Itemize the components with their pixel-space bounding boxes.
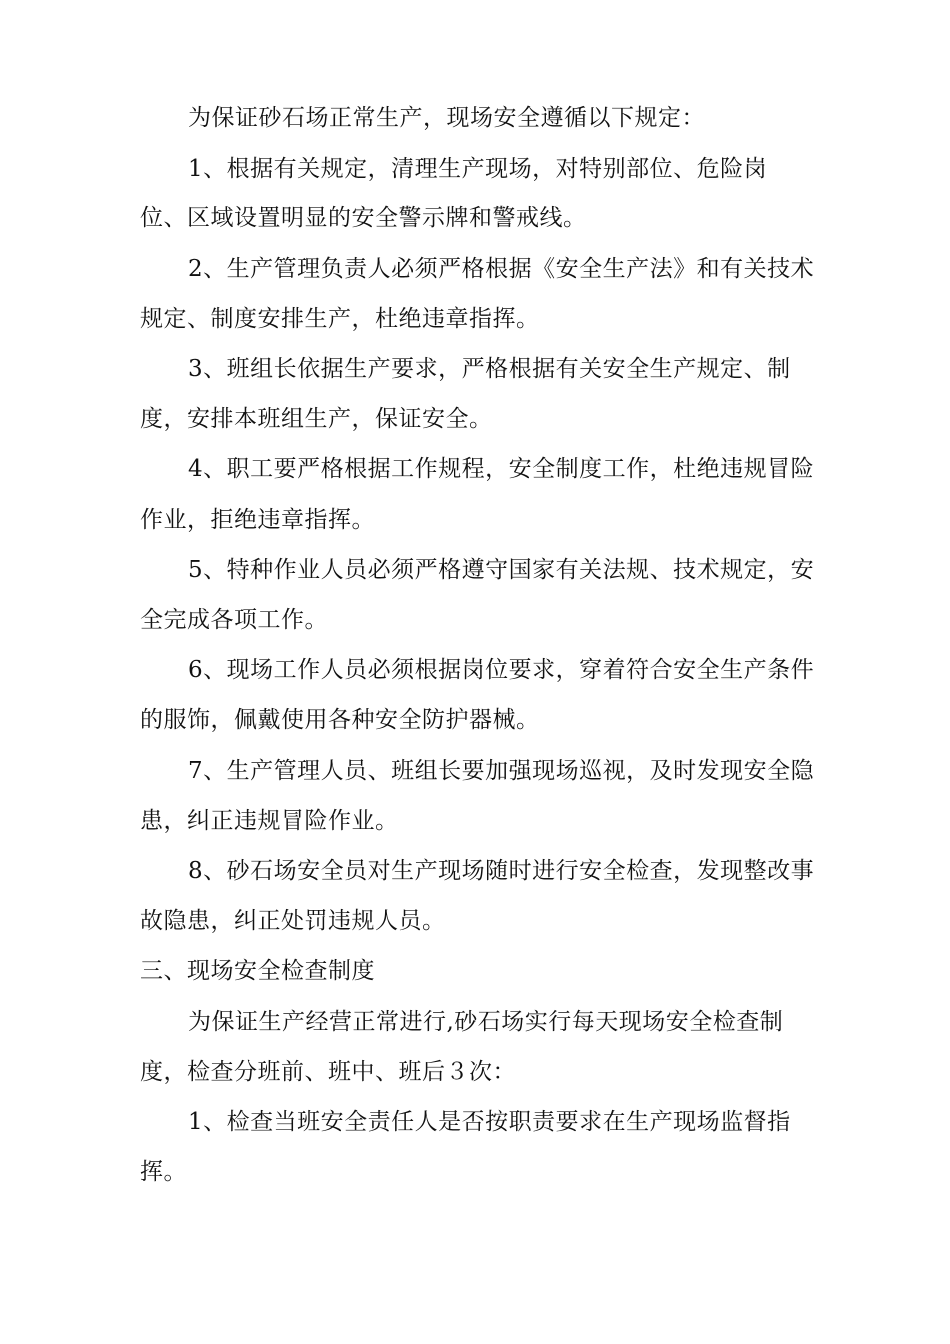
- rule-1-line-2: 位、区域设置明显的安全警示牌和警戒线。: [140, 205, 587, 231]
- rule-6-line-1: 6、现场工作人员必须根据岗位要求，穿着符合安全生产条件: [188, 657, 815, 683]
- rule-2-line-1: 2、生产管理负责人必须严格根据《安全生产法》和有关技术: [188, 256, 815, 282]
- rule-2-line-2: 规定、制度安排生产，杜绝违章指挥。: [140, 306, 540, 332]
- rule-6-line-2: 的服饰，佩戴使用各种安全防护器械。: [140, 707, 540, 733]
- rule-1-line-1: 1、根据有关规定，清理生产现场，对特别部位、危险岗: [188, 156, 768, 182]
- rule-3-line-2: 度，安排本班组生产，保证安全。: [140, 406, 493, 432]
- rule-7-line-2: 患，纠正违规冒险作业。: [140, 808, 399, 834]
- rule-8-line-1: 8、砂石场安全员对生产现场随时进行安全检查，发现整改事: [188, 858, 815, 884]
- section-intro-line-1: 为保证生产经营正常进行,砂石场实行每天现场安全检查制: [188, 1009, 784, 1035]
- rule-5-line-2: 全完成各项工作。: [140, 607, 328, 633]
- section-heading: 三、现场安全检查制度: [140, 958, 375, 984]
- rule-4-line-1: 4、职工要严格根据工作规程，安全制度工作，杜绝违规冒险: [188, 456, 815, 482]
- check-1-line-2: 挥。: [140, 1159, 187, 1185]
- rule-5-line-1: 5、特种作业人员必须严格遵守国家有关法规、技术规定，安: [188, 557, 815, 583]
- check-1-line-1: 1、检查当班安全责任人是否按职责要求在生产现场监督指: [188, 1109, 791, 1135]
- rule-4-line-2: 作业，拒绝违章指挥。: [140, 507, 375, 533]
- section-intro-line-2: 度，检查分班前、班中、班后３次：: [140, 1059, 516, 1085]
- rule-7-line-1: 7、生产管理人员、班组长要加强现场巡视，及时发现安全隐: [188, 758, 815, 784]
- rule-3-line-1: 3、班组长依据生产要求，严格根据有关安全生产规定、制: [188, 356, 791, 382]
- rule-8-line-2: 故隐患，纠正处罚违规人员。: [140, 908, 446, 934]
- intro-paragraph: 为保证砂石场正常生产，现场安全遵循以下规定：: [188, 105, 705, 131]
